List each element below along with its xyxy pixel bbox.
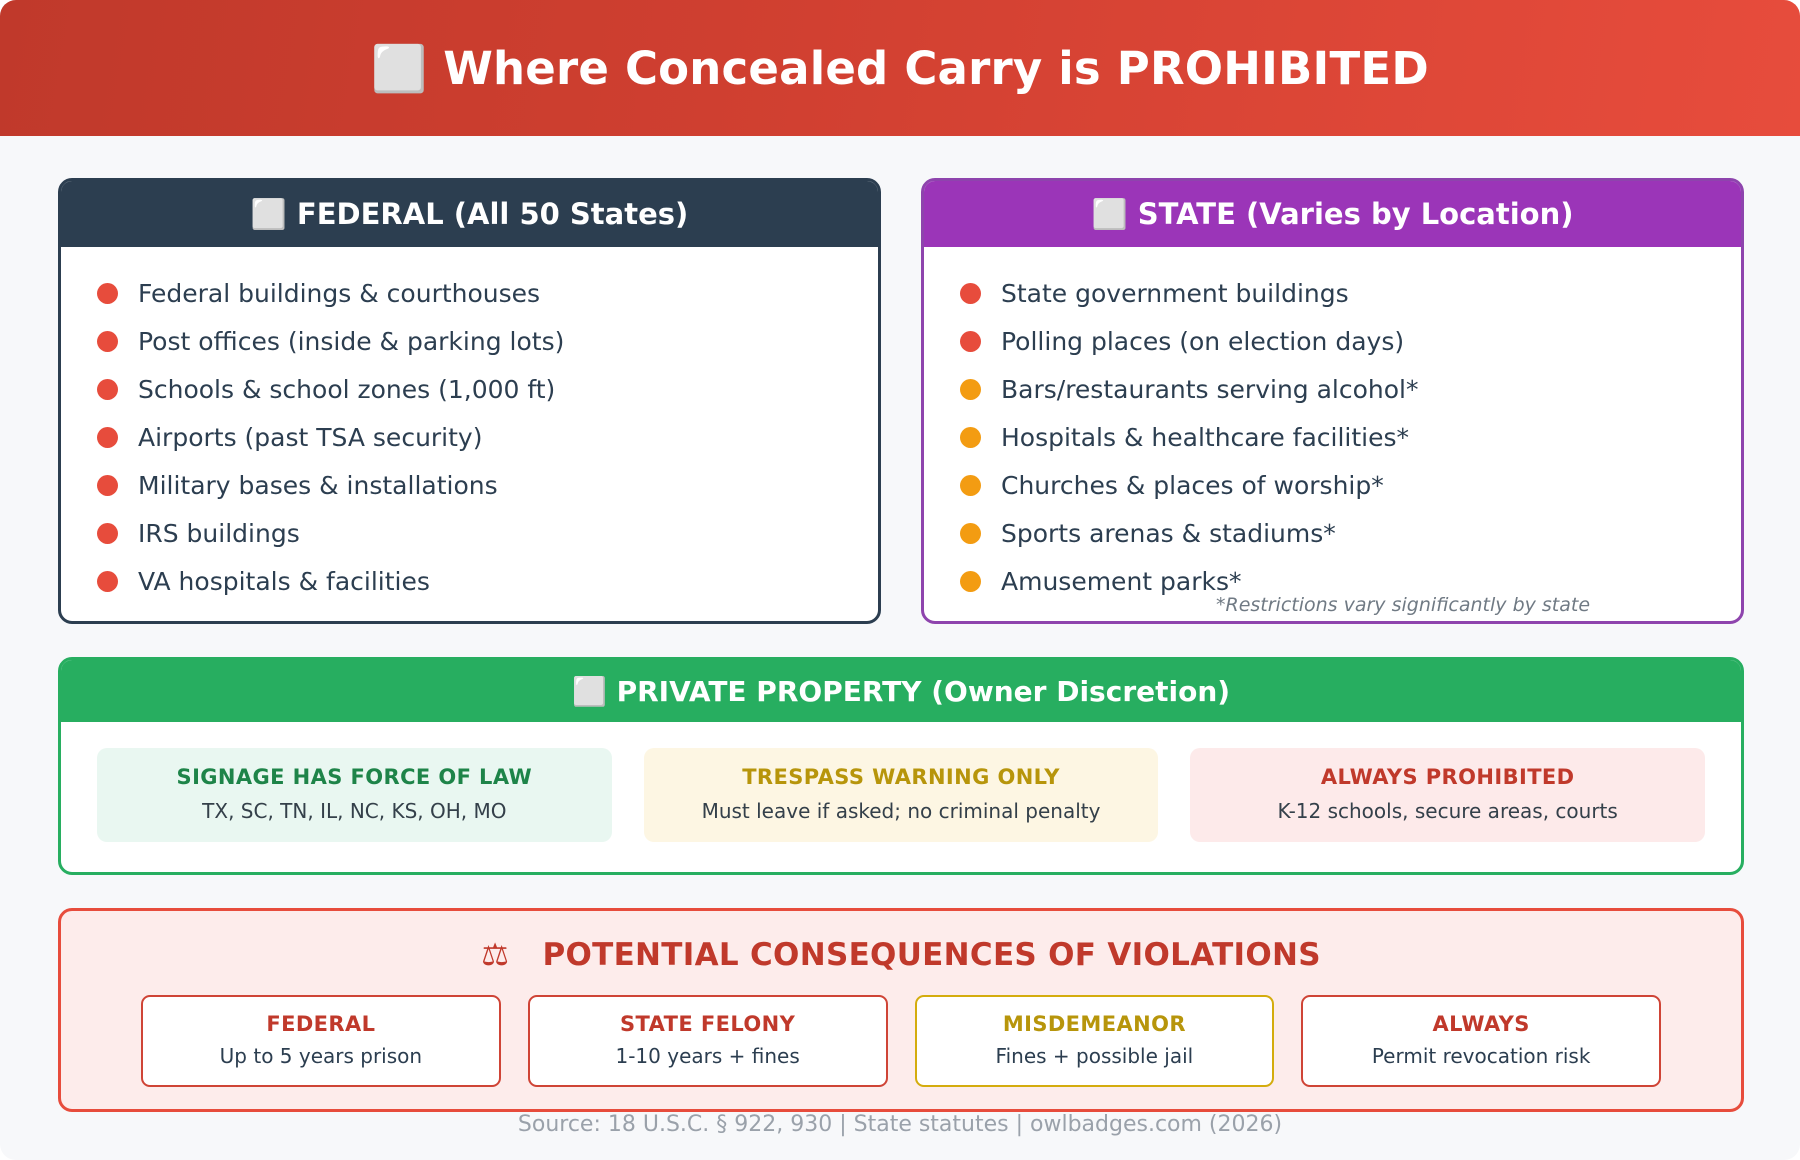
private-property-title: PRIVATE PROPERTY (Owner Discretion) bbox=[616, 674, 1231, 708]
page-title bbox=[371, 42, 1429, 95]
list-item bbox=[61, 557, 878, 605]
list-item-label: Post offices (inside & parking lots) bbox=[138, 326, 565, 356]
list-item bbox=[61, 317, 878, 365]
private-property-header bbox=[61, 660, 1741, 722]
bullet-dot-icon bbox=[960, 331, 981, 352]
scales-of-justice-icon: ⚖ bbox=[481, 937, 510, 973]
list-item-label: State government buildings bbox=[1001, 278, 1349, 308]
list-item-label: IRS buildings bbox=[138, 518, 300, 548]
consequence-card-federal bbox=[141, 995, 501, 1087]
list-item-label: Amusement parks* bbox=[1001, 566, 1242, 596]
consequences-header bbox=[61, 937, 1741, 973]
list-item bbox=[924, 365, 1741, 413]
consequences-section bbox=[58, 908, 1744, 1112]
consequence-card-title: ALWAYS bbox=[1432, 1012, 1530, 1036]
bullet-dot-icon bbox=[97, 331, 118, 352]
bullet-dot-icon bbox=[960, 427, 981, 448]
list-item bbox=[61, 413, 878, 461]
consequences-title: POTENTIAL CONSEQUENCES OF VIOLATIONS bbox=[542, 937, 1321, 973]
list-item bbox=[61, 509, 878, 557]
property-card-subtitle: TX, SC, TN, IL, NC, KS, OH, MO bbox=[202, 799, 507, 823]
panels-row bbox=[58, 178, 1744, 624]
list-item-label: Churches & places of worship* bbox=[1001, 470, 1384, 500]
bullet-dot-icon bbox=[960, 523, 981, 544]
consequence-card-title: FEDERAL bbox=[266, 1012, 376, 1036]
property-card-title: SIGNAGE HAS FORCE OF LAW bbox=[176, 765, 533, 789]
consequence-card-subtitle: Fines + possible jail bbox=[995, 1044, 1194, 1068]
consequence-card-state-felony bbox=[528, 995, 888, 1087]
state-panel-footnote: *Restrictions vary significantly by state bbox=[1216, 594, 1591, 616]
house-icon: ⬜ bbox=[571, 674, 607, 708]
list-item bbox=[61, 365, 878, 413]
private-property-section bbox=[58, 657, 1744, 875]
list-item bbox=[924, 461, 1741, 509]
list-item-label: Federal buildings & courthouses bbox=[138, 278, 541, 308]
list-item-label: Polling places (on election days) bbox=[1001, 326, 1405, 356]
federal-panel-body bbox=[61, 247, 878, 621]
header-banner bbox=[0, 0, 1800, 136]
list-item-label: Hospitals & healthcare facilities* bbox=[1001, 422, 1410, 452]
list-item-label: Schools & school zones (1,000 ft) bbox=[138, 374, 556, 404]
bullet-dot-icon bbox=[97, 283, 118, 304]
federal-panel-title: FEDERAL (All 50 States) bbox=[296, 197, 689, 231]
list-item-label: Military bases & installations bbox=[138, 470, 498, 500]
bullet-dot-icon bbox=[97, 571, 118, 592]
federal-panel bbox=[58, 178, 881, 624]
consequence-card-subtitle: Up to 5 years prison bbox=[219, 1044, 423, 1068]
property-card-subtitle: K-12 schools, secure areas, courts bbox=[1277, 799, 1618, 823]
state-panel-body bbox=[924, 247, 1741, 621]
list-item-label: Airports (past TSA security) bbox=[138, 422, 483, 452]
bullet-dot-icon bbox=[97, 379, 118, 400]
private-property-cards bbox=[61, 722, 1741, 872]
list-item-label: VA hospitals & facilities bbox=[138, 566, 430, 596]
consequence-card-title: MISDEMEANOR bbox=[1002, 1012, 1186, 1036]
source-footer: Source: 18 U.S.C. § 922, 930 | State statutes | owlbadges.com (2026) bbox=[517, 1112, 1283, 1137]
property-card-trespass bbox=[644, 748, 1159, 842]
list-item bbox=[924, 509, 1741, 557]
state-panel bbox=[921, 178, 1744, 624]
consequence-card-misdemeanor bbox=[915, 995, 1275, 1087]
bullet-dot-icon bbox=[97, 523, 118, 544]
state-panel-header bbox=[924, 181, 1741, 247]
consequence-card-subtitle: Permit revocation risk bbox=[1371, 1044, 1591, 1068]
list-item-label: Sports arenas & stadiums* bbox=[1001, 518, 1336, 548]
page-title-text: Where Concealed Carry is PROHIBITED bbox=[443, 41, 1429, 95]
federal-panel-header bbox=[61, 181, 878, 247]
consequence-card-always bbox=[1301, 995, 1661, 1087]
list-item bbox=[61, 269, 878, 317]
property-card-subtitle: Must leave if asked; no criminal penalty bbox=[701, 799, 1101, 823]
bullet-dot-icon bbox=[960, 571, 981, 592]
bullet-dot-icon bbox=[960, 283, 981, 304]
bullet-dot-icon bbox=[960, 379, 981, 400]
bullet-dot-icon bbox=[97, 427, 118, 448]
list-item bbox=[924, 413, 1741, 461]
list-item-label: Bars/restaurants serving alcohol* bbox=[1001, 374, 1419, 404]
bullet-dot-icon bbox=[960, 475, 981, 496]
consequence-card-subtitle: 1-10 years + fines bbox=[615, 1044, 800, 1068]
consequences-cards bbox=[61, 995, 1741, 1087]
property-card-always-prohibited bbox=[1190, 748, 1705, 842]
bullet-dot-icon bbox=[97, 475, 118, 496]
government-building-icon: ⬜ bbox=[250, 196, 287, 231]
property-card-signage bbox=[97, 748, 612, 842]
list-item bbox=[61, 461, 878, 509]
state-flag-icon: ⬜ bbox=[1091, 196, 1128, 231]
property-card-title: TRESPASS WARNING ONLY bbox=[742, 765, 1060, 789]
list-item bbox=[924, 317, 1741, 365]
property-card-title: ALWAYS PROHIBITED bbox=[1320, 765, 1575, 789]
consequence-card-title: STATE FELONY bbox=[620, 1012, 796, 1036]
prohibited-icon: ⬜ bbox=[371, 41, 428, 95]
list-item bbox=[924, 269, 1741, 317]
state-panel-title: STATE (Varies by Location) bbox=[1137, 197, 1574, 231]
